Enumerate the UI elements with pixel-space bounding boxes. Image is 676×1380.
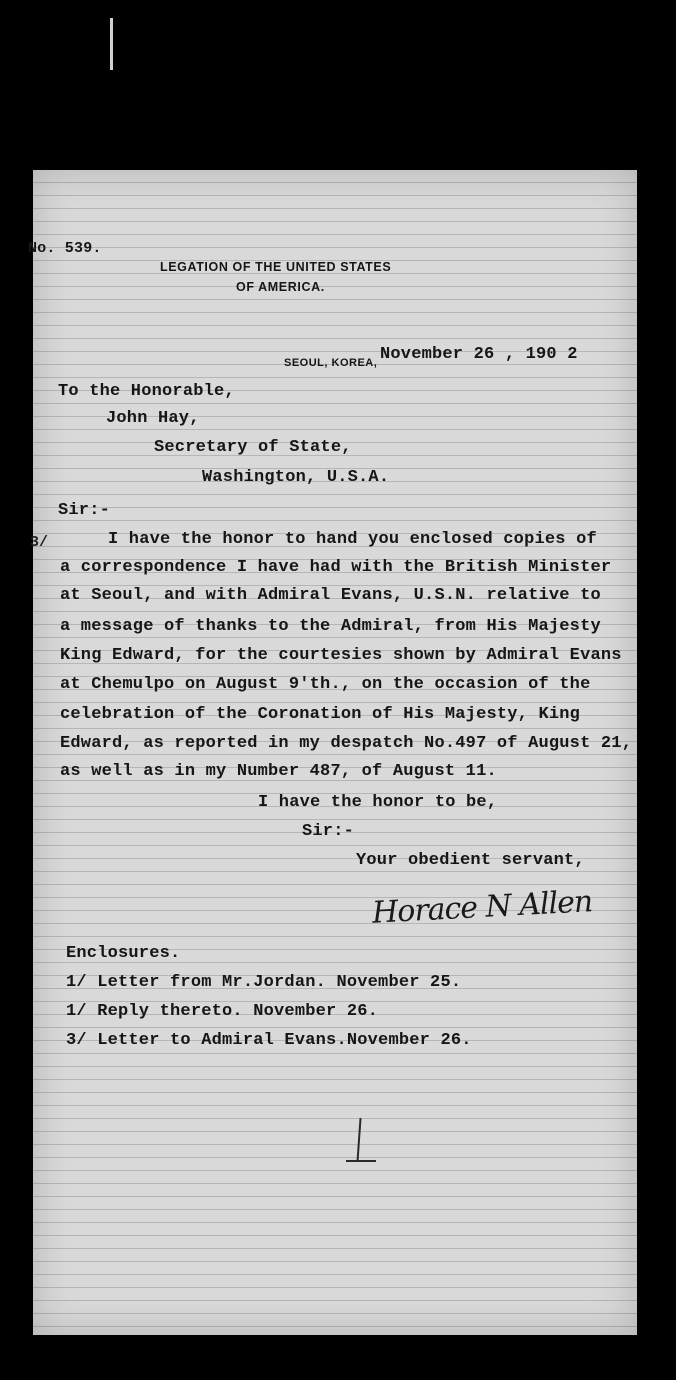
addressee-line-2: John Hay, bbox=[106, 409, 200, 428]
letterhead-line-1: LEGATION OF THE UNITED STATES bbox=[160, 260, 392, 274]
enclosures-heading: Enclosures. bbox=[66, 944, 181, 963]
closing-line-2: Sir:- bbox=[302, 822, 355, 841]
closing-line-3: Your obedient servant, bbox=[356, 851, 585, 870]
enclosure-item-2: 1/ Reply thereto. November 26. bbox=[66, 1002, 379, 1021]
body-line-1: I have the honor to hand you enclosed copies of bbox=[108, 530, 597, 549]
enclosure-item-1: 1/ Letter from Mr.Jordan. November 25. bbox=[66, 973, 462, 992]
body-line-8: Edward, as reported in my despatch No.497 of August 21, bbox=[60, 734, 633, 753]
addressee-line-1: To the Honorable, bbox=[58, 382, 235, 401]
body-line-6: at Chemulpo on August 9'th., on the occasion of the bbox=[60, 675, 591, 694]
body-line-2: a correspondence I have had with the British Minister bbox=[60, 558, 612, 577]
body-line-5: King Edward, for the courtesies shown by Admiral Evans bbox=[60, 646, 622, 665]
salutation: Sir:- bbox=[58, 501, 111, 520]
place: SEOUL, KOREA, bbox=[284, 357, 378, 369]
date: November 26 , 190 2 bbox=[380, 345, 578, 364]
body-line-4: a message of thanks to the Admiral, from His Majesty bbox=[60, 617, 601, 636]
body-line-9: as well as in my Number 487, of August 11. bbox=[60, 762, 497, 781]
enclosure-item-3: 3/ Letter to Admiral Evans.November 26. bbox=[66, 1031, 472, 1050]
pencil-mark-base bbox=[346, 1160, 376, 1162]
addressee-line-3: Secretary of State, bbox=[154, 438, 352, 457]
margin-note: 3/ bbox=[30, 534, 49, 551]
body-line-3: at Seoul, and with Admiral Evans, U.S.N. relative to bbox=[60, 586, 601, 605]
letterhead-line-2: OF AMERICA. bbox=[236, 280, 325, 294]
film-frame-mark bbox=[110, 18, 113, 70]
body-line-7: celebration of the Coronation of His Majesty, King bbox=[60, 705, 581, 724]
closing-line-1: I have the honor to be, bbox=[258, 793, 498, 812]
despatch-number: No. 539. bbox=[28, 240, 102, 257]
addressee-line-4: Washington, U.S.A. bbox=[202, 468, 390, 487]
handwritten-signature: Horace N Allen bbox=[371, 884, 594, 931]
